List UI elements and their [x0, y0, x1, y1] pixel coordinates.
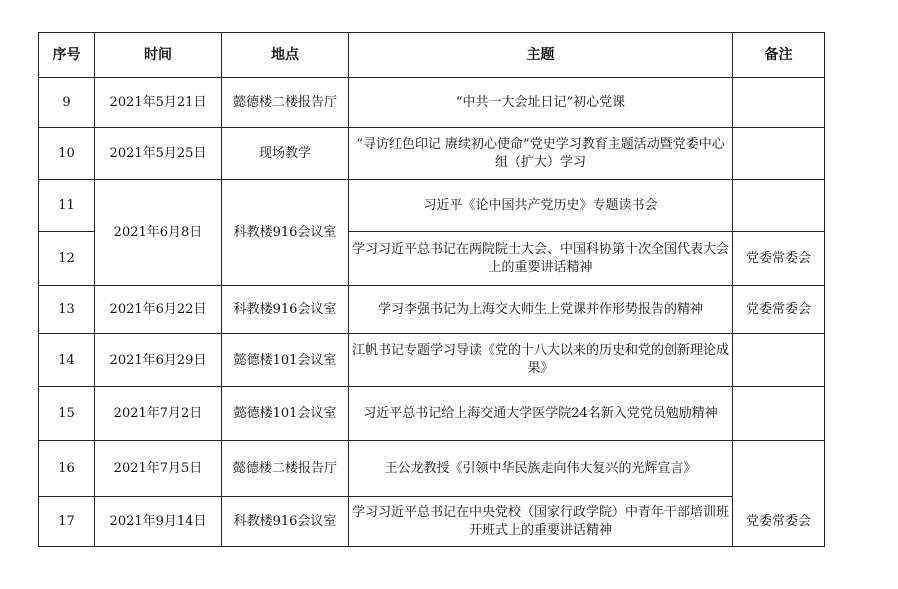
cell-topic: 江帆书记专题学习导读《党的十八大以来的历史和党的创新理论成果》 [349, 334, 733, 387]
cell-place: 现场教学 [222, 128, 349, 180]
cell-note [733, 334, 825, 387]
cell-date: 2021年5月21日 [95, 78, 222, 128]
cell-date: 2021年6月8日 [95, 180, 222, 286]
cell-topic: “寻访红色印记 赓续初心使命”党史学习教育主题活动暨党委中心组（扩大）学习 [349, 128, 733, 180]
cell-place: 科教楼916会议室 [222, 180, 349, 286]
table-row [39, 180, 825, 232]
table-row [39, 78, 825, 128]
cell-note [733, 441, 825, 497]
cell-date: 2021年6月22日 [95, 286, 222, 334]
cell-note: 党委常委会 [733, 232, 825, 286]
cell-topic: 学习李强书记为上海交大师生上党课并作形势报告的精神 [349, 286, 733, 334]
table-row [39, 286, 825, 334]
cell-topic: 王公龙教授《引领中华民族走向伟大复兴的光辉宣言》 [349, 441, 733, 497]
header-row [39, 33, 825, 78]
cell-place: 懿德楼101会议室 [222, 387, 349, 441]
cell-topic: 习近平《论中国共产党历史》专题读书会 [349, 180, 733, 232]
cell-place: 懿德楼二楼报告厅 [222, 78, 349, 128]
table-row [39, 334, 825, 387]
header-note: 备注 [733, 33, 825, 78]
cell-place: 懿德楼二楼报告厅 [222, 441, 349, 497]
cell-topic: 学习习近平总书记在两院院士大会、中国科协第十次全国代表大会上的重要讲话精神 [349, 232, 733, 286]
cell-no: 15 [39, 387, 95, 441]
cell-date: 2021年7月2日 [95, 387, 222, 441]
header-place: 地点 [222, 33, 349, 78]
cell-place: 科教楼916会议室 [222, 497, 349, 547]
cell-topic: 习近平总书记给上海交通大学医学院24名新入党党员勉励精神 [349, 387, 733, 441]
cell-topic: “中共一大会址日记”初心党课 [349, 78, 733, 128]
cell-place: 懿德楼101会议室 [222, 334, 349, 387]
schedule-table [38, 32, 825, 547]
cell-note [733, 78, 825, 128]
cell-no: 17 [39, 497, 95, 547]
cell-note: 党委常委会 [733, 286, 825, 334]
cell-no: 11 [39, 180, 95, 232]
cell-note: 党委常委会 [733, 497, 825, 547]
header-time: 时间 [95, 33, 222, 78]
cell-note [733, 387, 825, 441]
cell-no: 16 [39, 441, 95, 497]
cell-date: 2021年6月29日 [95, 334, 222, 387]
header-no: 序号 [39, 33, 95, 78]
cell-no: 9 [39, 78, 95, 128]
cell-date: 2021年5月25日 [95, 128, 222, 180]
table-row [39, 441, 825, 497]
header-topic: 主题 [349, 33, 733, 78]
cell-date: 2021年7月5日 [95, 441, 222, 497]
cell-no: 10 [39, 128, 95, 180]
table-row [39, 497, 825, 547]
table-row [39, 128, 825, 180]
cell-note [733, 180, 825, 232]
cell-no: 13 [39, 286, 95, 334]
table-row [39, 387, 825, 441]
cell-date: 2021年9月14日 [95, 497, 222, 547]
cell-place: 科教楼916会议室 [222, 286, 349, 334]
cell-topic: 学习习近平总书记在中央党校（国家行政学院）中青年干部培训班开班式上的重要讲话精神 [349, 497, 733, 547]
cell-note [733, 128, 825, 180]
cell-no: 12 [39, 232, 95, 286]
cell-no: 14 [39, 334, 95, 387]
